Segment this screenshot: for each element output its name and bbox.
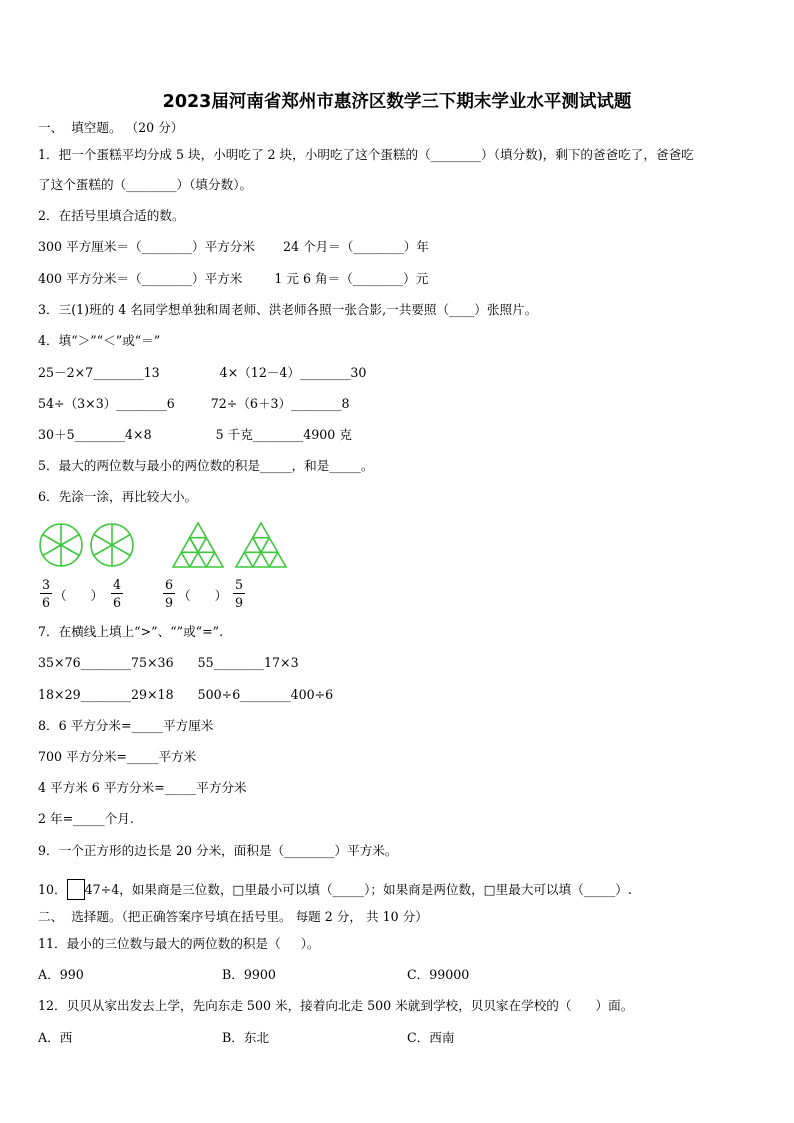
triangle-figure-2 xyxy=(234,521,288,569)
question-1-line-2: 了这个蛋糕的（________）（填分数）。 xyxy=(38,177,253,192)
fraction-3-numerator: 6 xyxy=(164,577,173,592)
question-1-line-1: 1．把一个蛋糕平均分成 5 块，小明吃了 2 块，小明吃了这个蛋糕的（________）（填分数)，剩下的爸爸吃了，爸爸吃 xyxy=(38,147,694,162)
question-7-row-a: 35×76________75×36 55________17×3 xyxy=(38,655,299,670)
fraction-4-numerator: 5 xyxy=(234,577,243,592)
question-8-row-b: 700 平方分米=_____平方米 xyxy=(38,749,197,764)
question-2: 2．在括号里填合适的数。 xyxy=(38,208,185,223)
digit-box xyxy=(67,879,85,900)
question-10-text: 47÷4，如果商是三位数，□里最小可以填（_____）；如果商是两位数，□里最大可以填（_____）. xyxy=(84,882,632,897)
question-8-row-a: 8．6 平方分米=_____平方厘米 xyxy=(38,718,214,733)
fraction-1-denominator: 6 xyxy=(41,595,50,610)
question-12: 12．贝贝从家出发去上学，先向东走 500 米，接着向北走 500 米就到学校，贝贝家在学校的（ ）面。 xyxy=(38,998,634,1013)
question-11-option-b: B．9900 xyxy=(222,967,276,982)
section-choice-heading: 二、 选择题。（把正确答案序号填在括号里。 每题 2 分， 共 10 分） xyxy=(38,909,428,924)
question-11: 11．最小的三位数与最大的两位数的积是（ ）。 xyxy=(38,936,320,951)
circle-figure-1 xyxy=(38,522,84,568)
question-12-option-c: C．西南 xyxy=(407,1030,455,1045)
question-11-option-c: C．99000 xyxy=(407,967,470,982)
question-7: 7．在横线上填上“>”、“”或“=”. xyxy=(38,624,224,639)
question-5: 5．最大的两位数与最小的两位数的积是_____，和是_____。 xyxy=(38,458,374,473)
question-11-option-a: A．990 xyxy=(38,967,84,982)
question-2-row-b: 400 平方分米＝（________）平方米 1 元 6 角＝（________）元 xyxy=(38,271,429,286)
section-fill-blank-heading: 一、 填空题。 （20 分） xyxy=(38,120,184,135)
circle-figure-2 xyxy=(89,522,135,568)
question-4-row-a: 25－2×7________13 4×（12－4）________30 xyxy=(38,365,367,380)
compare-blank-2: （ ） xyxy=(178,588,228,603)
question-10 xyxy=(38,879,632,900)
question-8-row-d: 2 年=_____个月. xyxy=(38,811,134,826)
fraction-4-denominator: 9 xyxy=(234,595,243,610)
fraction-4 xyxy=(233,577,245,610)
question-12-option-b: B．东北 xyxy=(222,1030,270,1045)
fraction-2-denominator: 6 xyxy=(112,595,121,610)
question-3: 3．三(1)班的 4 名同学想单独和周老师、洪老师各照一张合影,一共要照（____）张照片。 xyxy=(38,302,538,317)
compare-blank-1: （ ） xyxy=(54,588,104,603)
fraction-1-numerator: 3 xyxy=(41,577,50,592)
fraction-3-denominator: 9 xyxy=(164,595,173,610)
question-4: 4．填“＞”“＜”或“＝” xyxy=(38,333,161,348)
question-10-number: 10． xyxy=(38,882,67,897)
fraction-2 xyxy=(111,577,123,610)
page-title: 2023届河南省郑州市惠济区数学三下期末学业水平测试试题 xyxy=(162,92,632,112)
question-4-row-b: 54÷（3×3）________6 72÷（6＋3）________8 xyxy=(38,396,350,411)
question-8-row-c: 4 平方米 6 平方分米=_____平方分米 xyxy=(38,780,247,795)
question-6: 6．先涂一涂，再比较大小。 xyxy=(38,489,198,504)
question-7-row-b: 18×29________29×18 500÷6________400÷6 xyxy=(38,687,334,702)
fraction-3 xyxy=(163,577,175,610)
fraction-2-numerator: 4 xyxy=(112,577,121,592)
question-12-option-a: A．西 xyxy=(38,1030,73,1045)
question-9: 9．一个正方形的边长是 20 分米，面积是（________）平方米。 xyxy=(38,843,398,858)
question-4-row-c: 30＋5________4×8 5 千克________4900 克 xyxy=(38,427,352,442)
question-2-row-a: 300 平方厘米＝（________）平方分米 24 个月＝（________）年 xyxy=(38,239,429,254)
fraction-1 xyxy=(40,577,52,610)
triangle-figure-1 xyxy=(171,521,225,569)
